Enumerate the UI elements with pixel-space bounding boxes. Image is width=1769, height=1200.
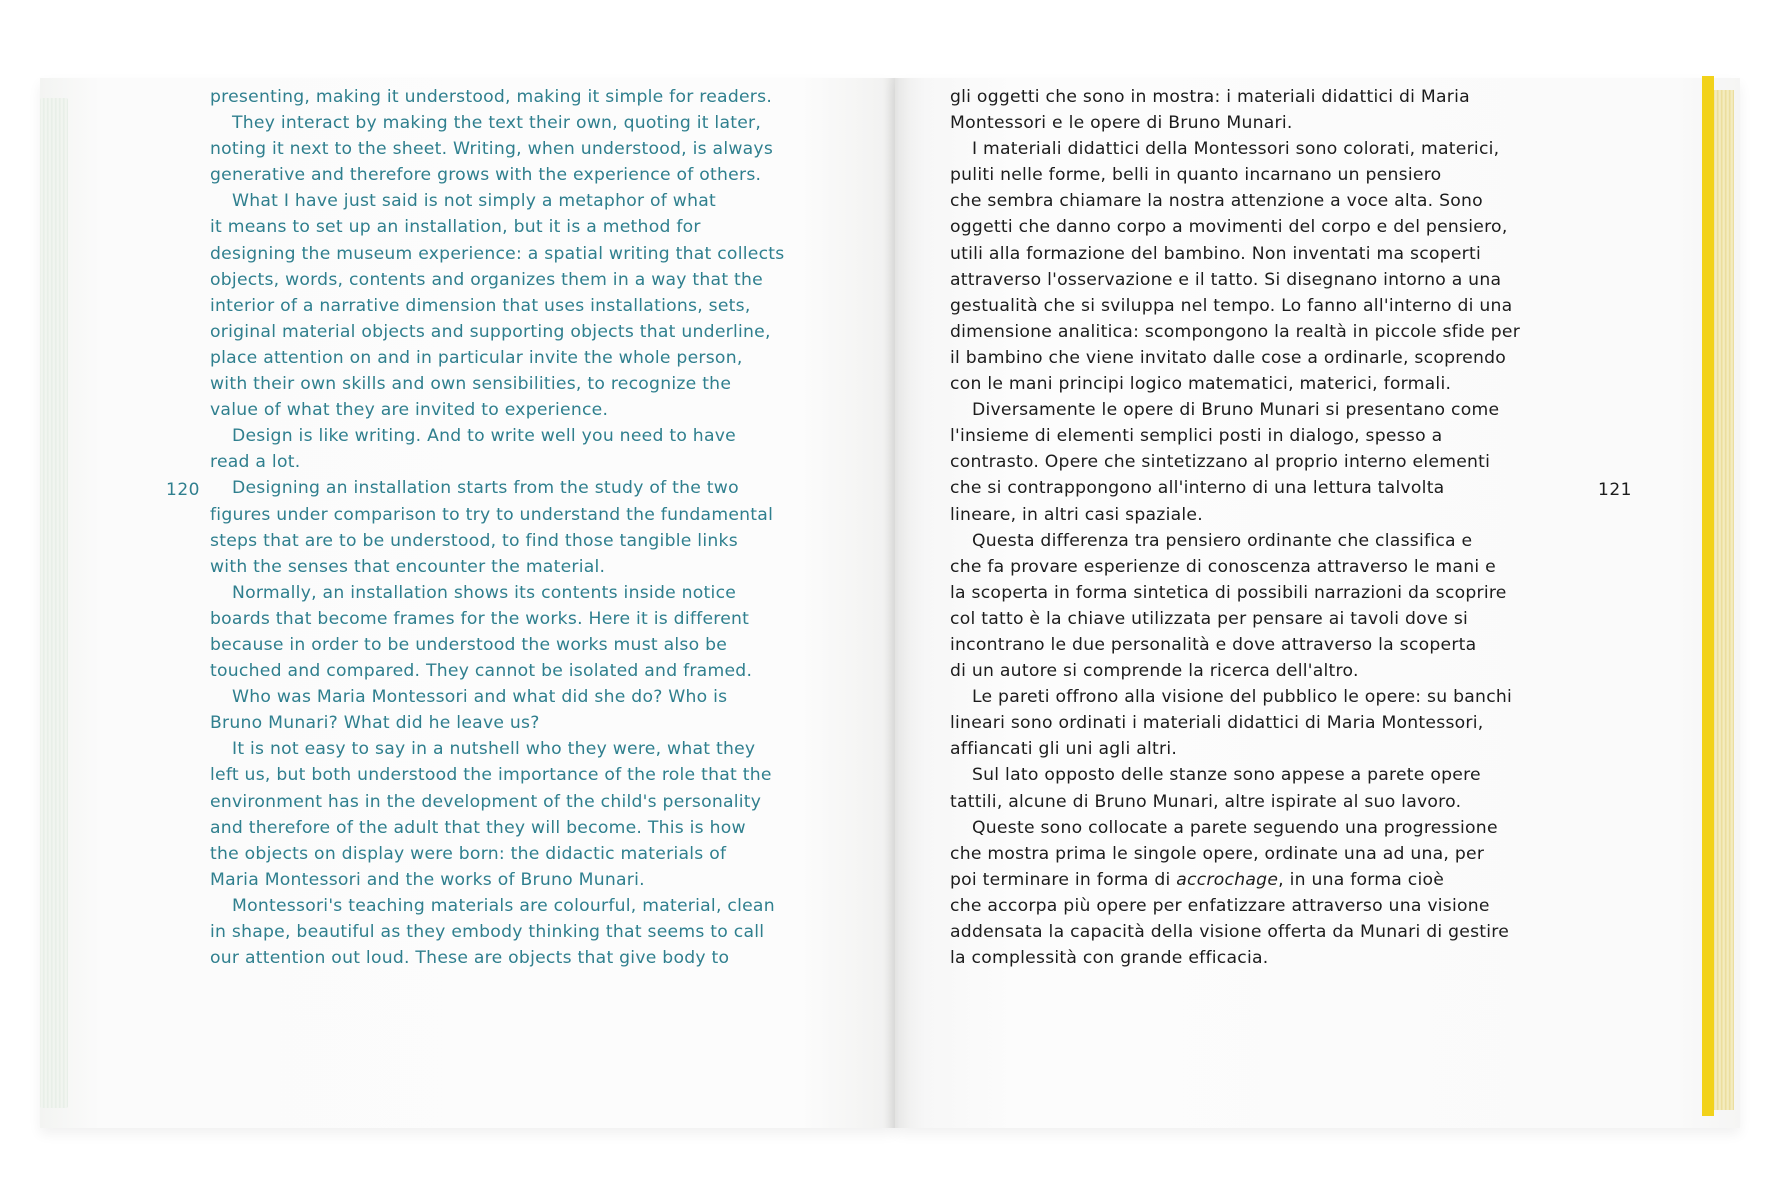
book-gutter xyxy=(882,78,910,1128)
text-line: che mostra prima le singole opere, ordinate una ad una, per xyxy=(950,843,1485,864)
left-page-text xyxy=(210,84,785,971)
text-line: Diversamente le opere di Bruno Munari si presentano come xyxy=(972,400,1500,421)
text-line: poi terminare in forma di accrochage, in una forma cioè xyxy=(950,869,1445,890)
text-line: lineare, in altri casi spaziale. xyxy=(950,504,1203,525)
text-line: la complessità con grande efficacia. xyxy=(950,948,1269,969)
text-line: col tatto è la chiave utilizzata per pensare ai tavoli dove si xyxy=(950,608,1469,629)
text-line: it means to set up an installation, but it is a method for xyxy=(210,217,701,238)
text-line: l'insieme di elementi semplici posti in dialogo, spesso a xyxy=(950,426,1443,447)
text-line: gli oggetti che sono in mostra: i materiali didattici di Maria xyxy=(950,87,1470,107)
text-line: They interact by making the text their own, quoting it later, xyxy=(232,113,762,134)
text-line: boards that become frames for the works. Here it is different xyxy=(210,608,750,629)
text-line: left us, but both understood the importance of the role that the xyxy=(210,765,772,786)
text-line: with the senses that encounter the material. xyxy=(210,556,606,577)
text-line: che fa provare esperienze di conoscenza attraverso le mani e xyxy=(950,556,1496,577)
text-line: Designing an installation starts from the study of the two xyxy=(232,478,739,499)
text-line: original material objects and supporting objects that underline, xyxy=(210,321,771,342)
yellow-page-edge xyxy=(1702,76,1714,1116)
text-line: place attention on and in particular invite the whole person, xyxy=(210,347,743,368)
text-line: figures under comparison to try to understand the fundamental xyxy=(210,504,774,525)
text-line: Montessori e le opere di Bruno Munari. xyxy=(950,113,1293,134)
text-line: read a lot. xyxy=(210,452,301,473)
text-line: puliti nelle forme, belli in quanto incarnano un pensiero xyxy=(950,165,1442,186)
text-line: our attention out loud. These are objects that give body to xyxy=(210,948,730,969)
text-line: affiancati gli uni agli altri. xyxy=(950,739,1178,760)
text-line: con le mani principi logico matematici, materici, formali. xyxy=(950,374,1452,395)
text-line: objects, words, contents and organizes them in a way that the xyxy=(210,269,763,290)
left-page-edge xyxy=(40,98,68,1108)
text-line: incontrano le due personalità e dove attraverso la scoperta xyxy=(950,634,1477,655)
text-line: presenting, making it understood, making it simple for readers. xyxy=(210,87,773,107)
page-stack-edge xyxy=(1714,90,1734,1110)
text-line: la scoperta in forma sintetica di possibili narrazioni da scoprire xyxy=(950,582,1507,603)
text-line: contrasto. Opere che sintetizzano al proprio interno elementi xyxy=(950,452,1491,473)
text-line: che si contrappongono all'interno di una lettura talvolta xyxy=(950,478,1445,499)
text-line: gestualità che si sviluppa nel tempo. Lo fanno all'interno di una xyxy=(950,295,1513,316)
text-line: addensata la capacità della visione offerta da Munari di gestire xyxy=(950,922,1510,942)
text-line: designing the museum experience: a spatial writing that collects xyxy=(210,243,785,264)
text-line: noting it next to the sheet. Writing, when understood, is always xyxy=(210,139,774,160)
text-line: with their own skills and own sensibilities, to recognize the xyxy=(210,374,732,395)
text-line: Normally, an installation shows its contents inside notice xyxy=(232,582,737,603)
text-line: the objects on display were born: the didactic materials of xyxy=(210,843,727,864)
text-line: because in order to be understood the works must also be xyxy=(210,634,728,655)
text-line: touched and compared. They cannot be isolated and framed. xyxy=(210,661,753,682)
text-line: oggetti che danno corpo a movimenti del corpo e del pensiero, xyxy=(950,217,1508,238)
text-line: generative and therefore grows with the experience of others. xyxy=(210,165,762,186)
text-line: Le pareti offrono alla visione del pubblico le opere: su banchi xyxy=(972,687,1513,708)
text-line: and therefore of the adult that they will become. This is how xyxy=(210,817,746,838)
text-line: value of what they are invited to experience. xyxy=(210,400,609,421)
text-line: di un autore si comprende la ricerca dell'altro. xyxy=(950,661,1359,682)
text-line: Sul lato opposto delle stanze sono appese a parete opere xyxy=(972,765,1481,786)
right-page-text xyxy=(950,84,1521,971)
text-line: I materiali didattici della Montessori sono colorati, materici, xyxy=(972,139,1500,160)
text-line: in shape, beautiful as they embody thinking that seems to call xyxy=(210,922,765,942)
text-line: What I have just said is not simply a metaphor of what xyxy=(232,191,717,212)
text-line: Questa differenza tra pensiero ordinante che classifica e xyxy=(972,530,1473,551)
text-line: interior of a narrative dimension that uses installations, sets, xyxy=(210,295,751,316)
text-line: environment has in the development of the child's personality xyxy=(210,791,762,812)
text-line: dimensione analitica: scompongono la realtà in piccole sfide per xyxy=(950,321,1521,342)
page-number-right: 121 xyxy=(1598,480,1632,500)
text-line: utili alla formazione del bambino. Non inventati ma scoperti xyxy=(950,243,1481,264)
text-line: tattili, alcune di Bruno Munari, altre ispirate al suo lavoro. xyxy=(950,791,1462,812)
text-line: che accorpa più opere per enfatizzare attraverso una visione xyxy=(950,895,1490,916)
italic-word: accrochage xyxy=(1176,869,1279,890)
text-line: steps that are to be understood, to find those tangible links xyxy=(210,530,738,551)
text-line: It is not easy to say in a nutshell who they were, what they xyxy=(232,739,756,760)
text-line: attraverso l'osservazione e il tatto. Si disegnano intorno a una xyxy=(950,269,1502,290)
right-page-edge xyxy=(1702,78,1740,1128)
text-line: Queste sono collocate a parete seguendo una progressione xyxy=(972,817,1498,838)
text-line: lineari sono ordinati i materiali didattici di Maria Montessori, xyxy=(950,713,1484,734)
text-line: Design is like writing. And to write well you need to have xyxy=(232,426,736,447)
text-line: Maria Montessori and the works of Bruno Munari. xyxy=(210,869,645,890)
text-line: Montessori's teaching materials are colourful, material, clean xyxy=(232,895,775,916)
text-line: che sembra chiamare la nostra attenzione a voce alta. Sono xyxy=(950,191,1483,212)
text-line: il bambino che viene invitato dalle cose a ordinarle, scoprendo xyxy=(950,347,1507,368)
text-line: Who was Maria Montessori and what did she do? Who is xyxy=(232,687,728,708)
page-number-left: 120 xyxy=(166,480,200,500)
text-line: Bruno Munari? What did he leave us? xyxy=(210,713,540,734)
